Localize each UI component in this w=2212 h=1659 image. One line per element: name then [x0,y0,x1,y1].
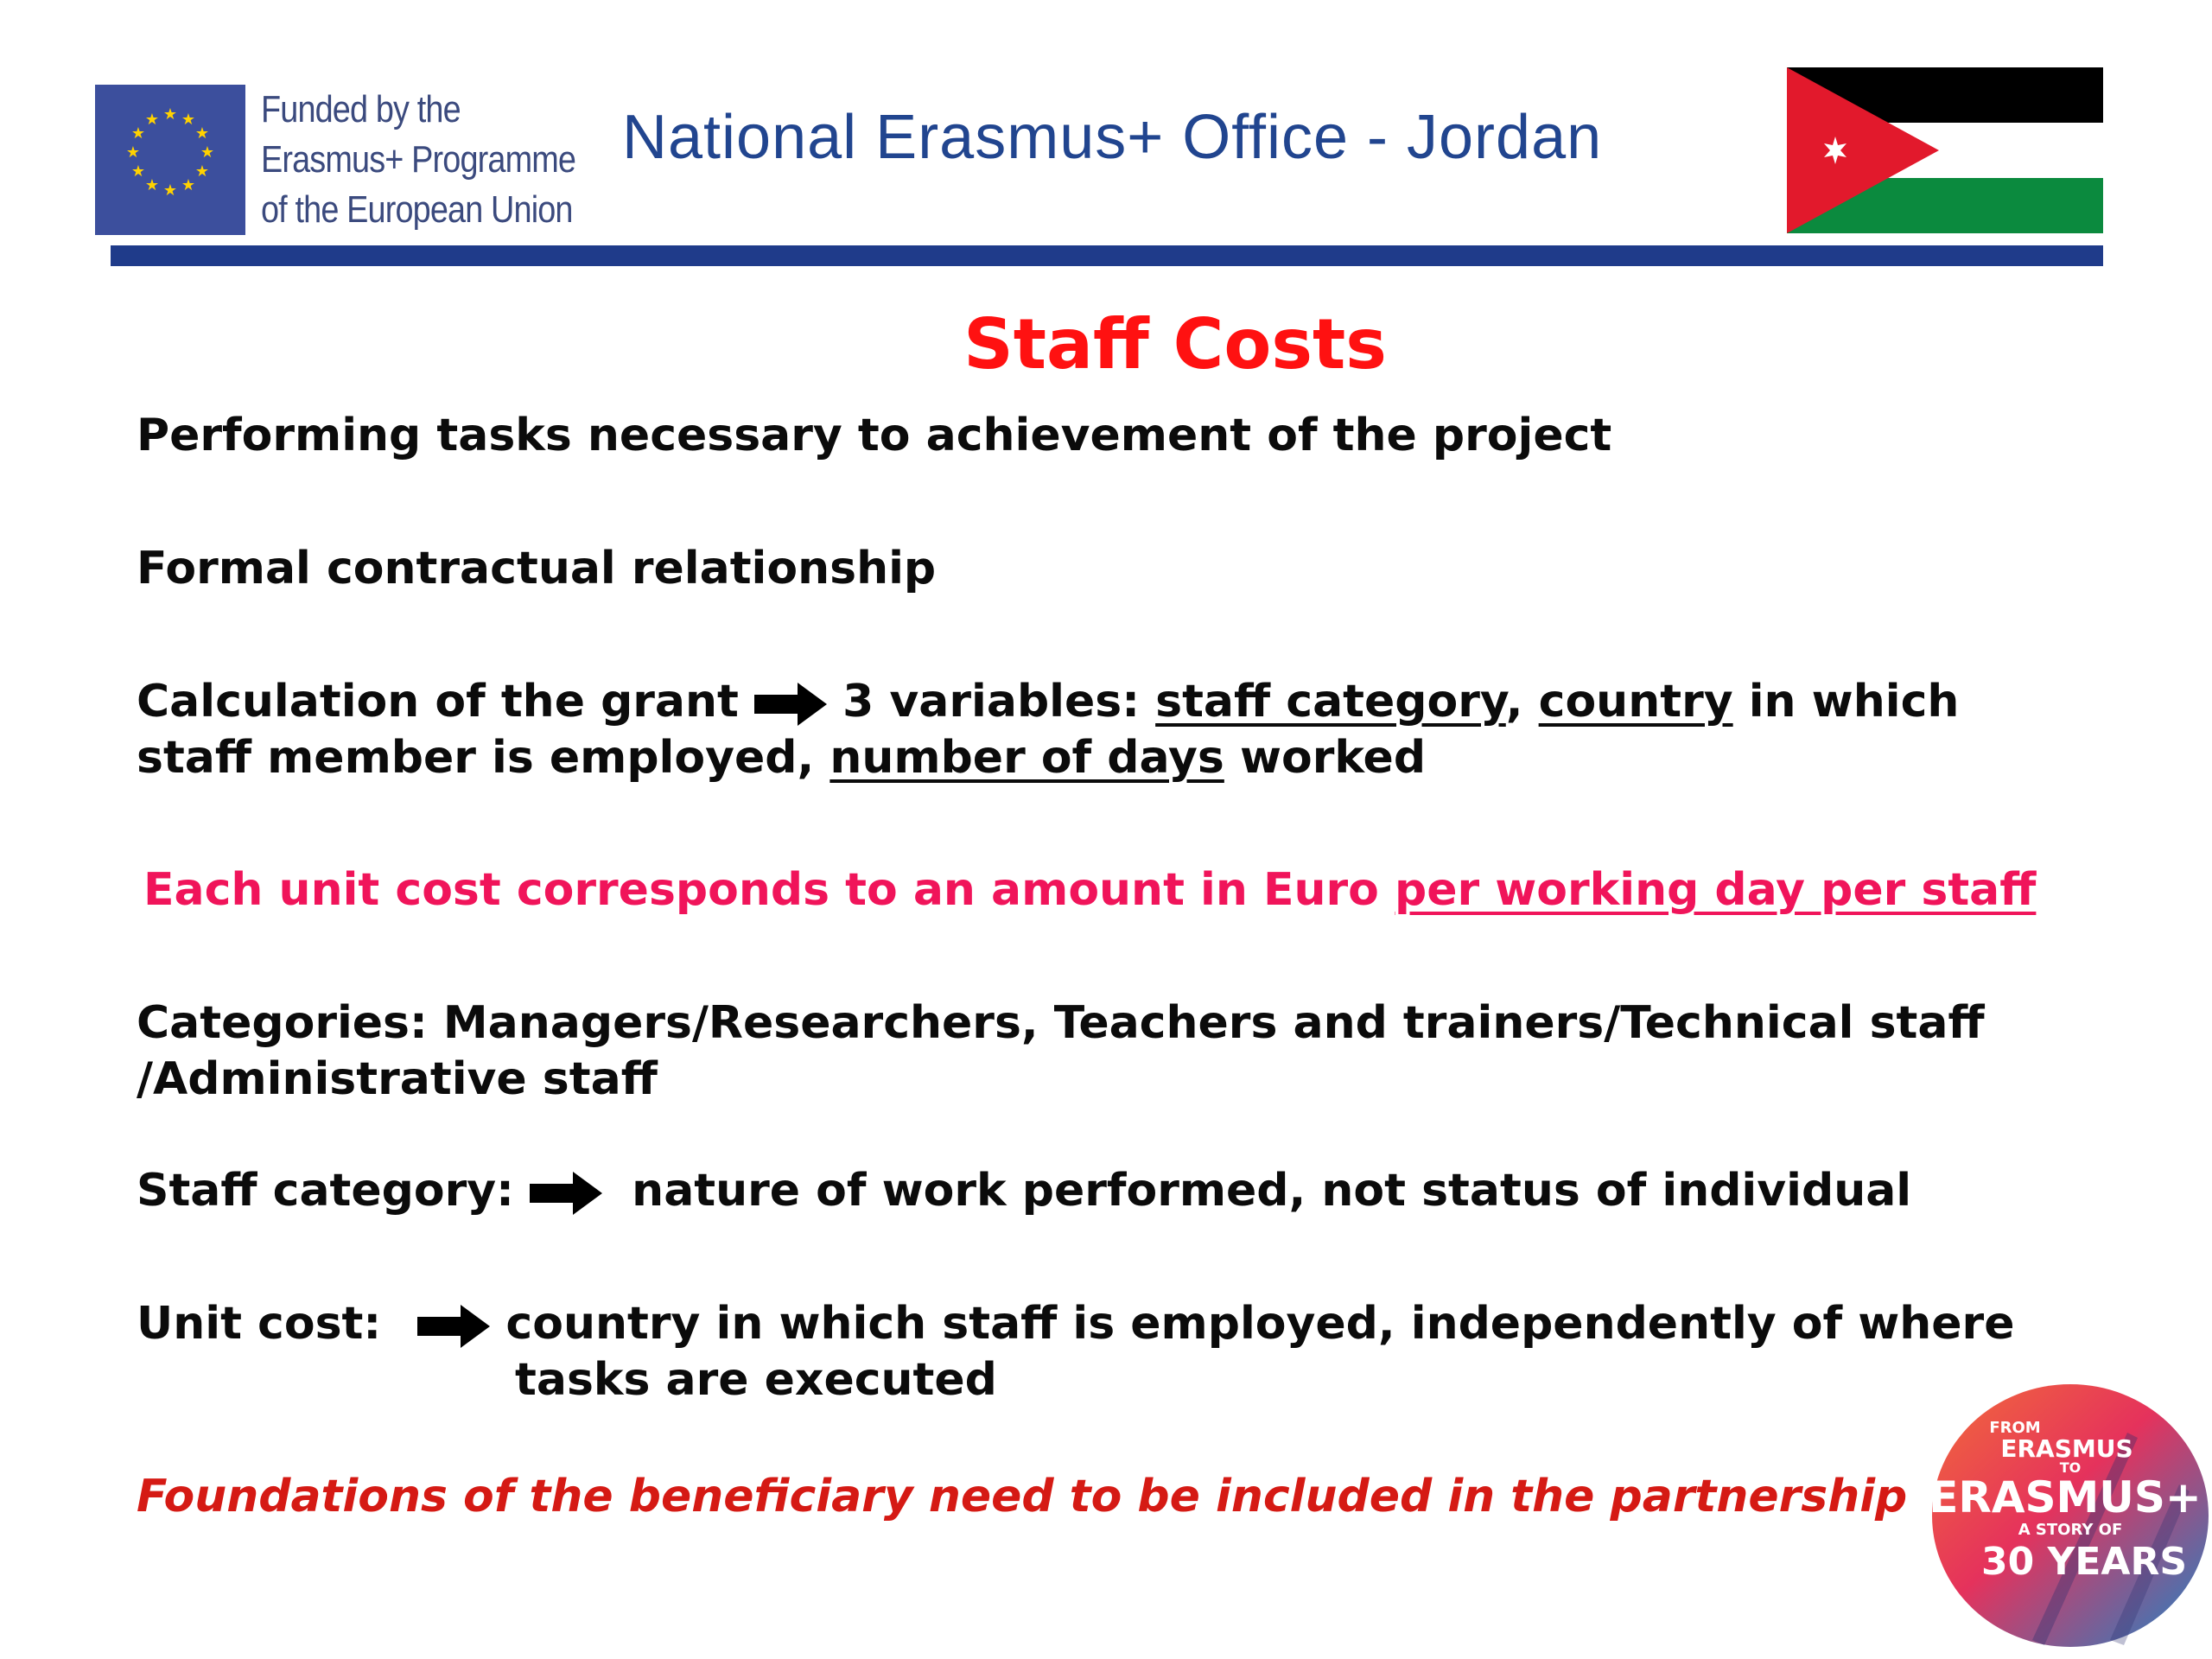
variables-text: in which [1748,676,1960,728]
point-categories: Categories: Managers/Researchers, Teachers and trainers/Technical staff [137,997,1985,1049]
svg-text:★: ★ [130,162,146,181]
staff-category-text: nature of work performed, not status of individual [632,1165,1912,1217]
badge-erasmus-plus: ERASMUS+ [1929,1472,2202,1522]
point-unit-cost-euro [143,862,2096,918]
slide-title: Staff Costs [963,304,1387,385]
svg-text:★: ★ [162,105,178,124]
point-unit-cost [137,1296,2089,1351]
header-divider [111,245,2103,266]
svg-text:★: ★ [181,111,196,129]
point-project-tasks: Performing tasks necessary to achievement of the project [137,410,1612,461]
badge-story: A STORY OF [2018,1521,2123,1539]
svg-text:★: ★ [144,111,160,129]
svg-text:★: ★ [194,162,210,181]
unit-cost-text: country in which staff is employed, independently of where [505,1298,2015,1350]
anniversary-badge-icon [1920,1381,2212,1649]
variable-country: country [1538,676,1733,728]
arrow-right-icon [754,683,827,726]
svg-text:★: ★ [144,176,160,194]
badge-to: TO [2059,1459,2082,1476]
jordan-flag-icon [1787,67,2103,233]
svg-text:★: ★ [194,124,210,143]
svg-text:★: ★ [200,143,215,162]
eu-funded-line: Erasmus+ Programme [261,138,576,181]
variables-text: worked [1239,732,1427,784]
svg-text:★: ★ [125,143,141,162]
arrow-right-icon [417,1305,490,1348]
point-categories-cont: /Administrative staff [137,1053,658,1105]
eu-flag-icon [95,85,245,235]
point-grant-calculation [137,674,2089,729]
point-foundations: Foundations of the beneficiary need to be included in the partnership [137,1471,1908,1522]
variables-label: 3 variables: [842,676,1141,728]
grant-calculation-label: Calculation of the grant [137,676,739,728]
unit-cost-label: Unit cost: [137,1298,382,1350]
svg-text:★: ★ [181,176,196,194]
eu-funding-statement [261,85,576,235]
separator: , [1505,676,1523,728]
eu-funded-line: Funded by the [261,88,461,130]
unit-cost-text: Each unit cost corresponds to an amount in Euro [143,864,1379,916]
variable-staff-category: staff category [1155,676,1506,728]
unit-cost-underlined: per working day per staff [1395,864,2037,916]
eu-funded-line: of the European Union [261,188,573,231]
office-title: National Erasmus+ Office - Jordan [622,103,1603,172]
arrow-right-icon [530,1172,602,1215]
variables-text: staff member is employed, [137,732,815,784]
badge-years: 30 YEARS [1980,1540,2188,1584]
staff-category-label: Staff category: [137,1165,514,1217]
svg-text:★: ★ [162,181,178,200]
variable-number-of-days: number of days [830,732,1224,784]
point-staff-category [137,1163,2089,1218]
badge-from: FROM [1989,1419,2041,1437]
badge-erasmus: ERASMUS [2000,1434,2133,1463]
svg-text:★: ★ [130,124,146,143]
point-grant-calculation-cont [137,730,2089,785]
point-unit-cost-cont: tasks are executed [515,1354,997,1406]
point-contractual-relationship: Formal contractual relationship [137,543,937,594]
